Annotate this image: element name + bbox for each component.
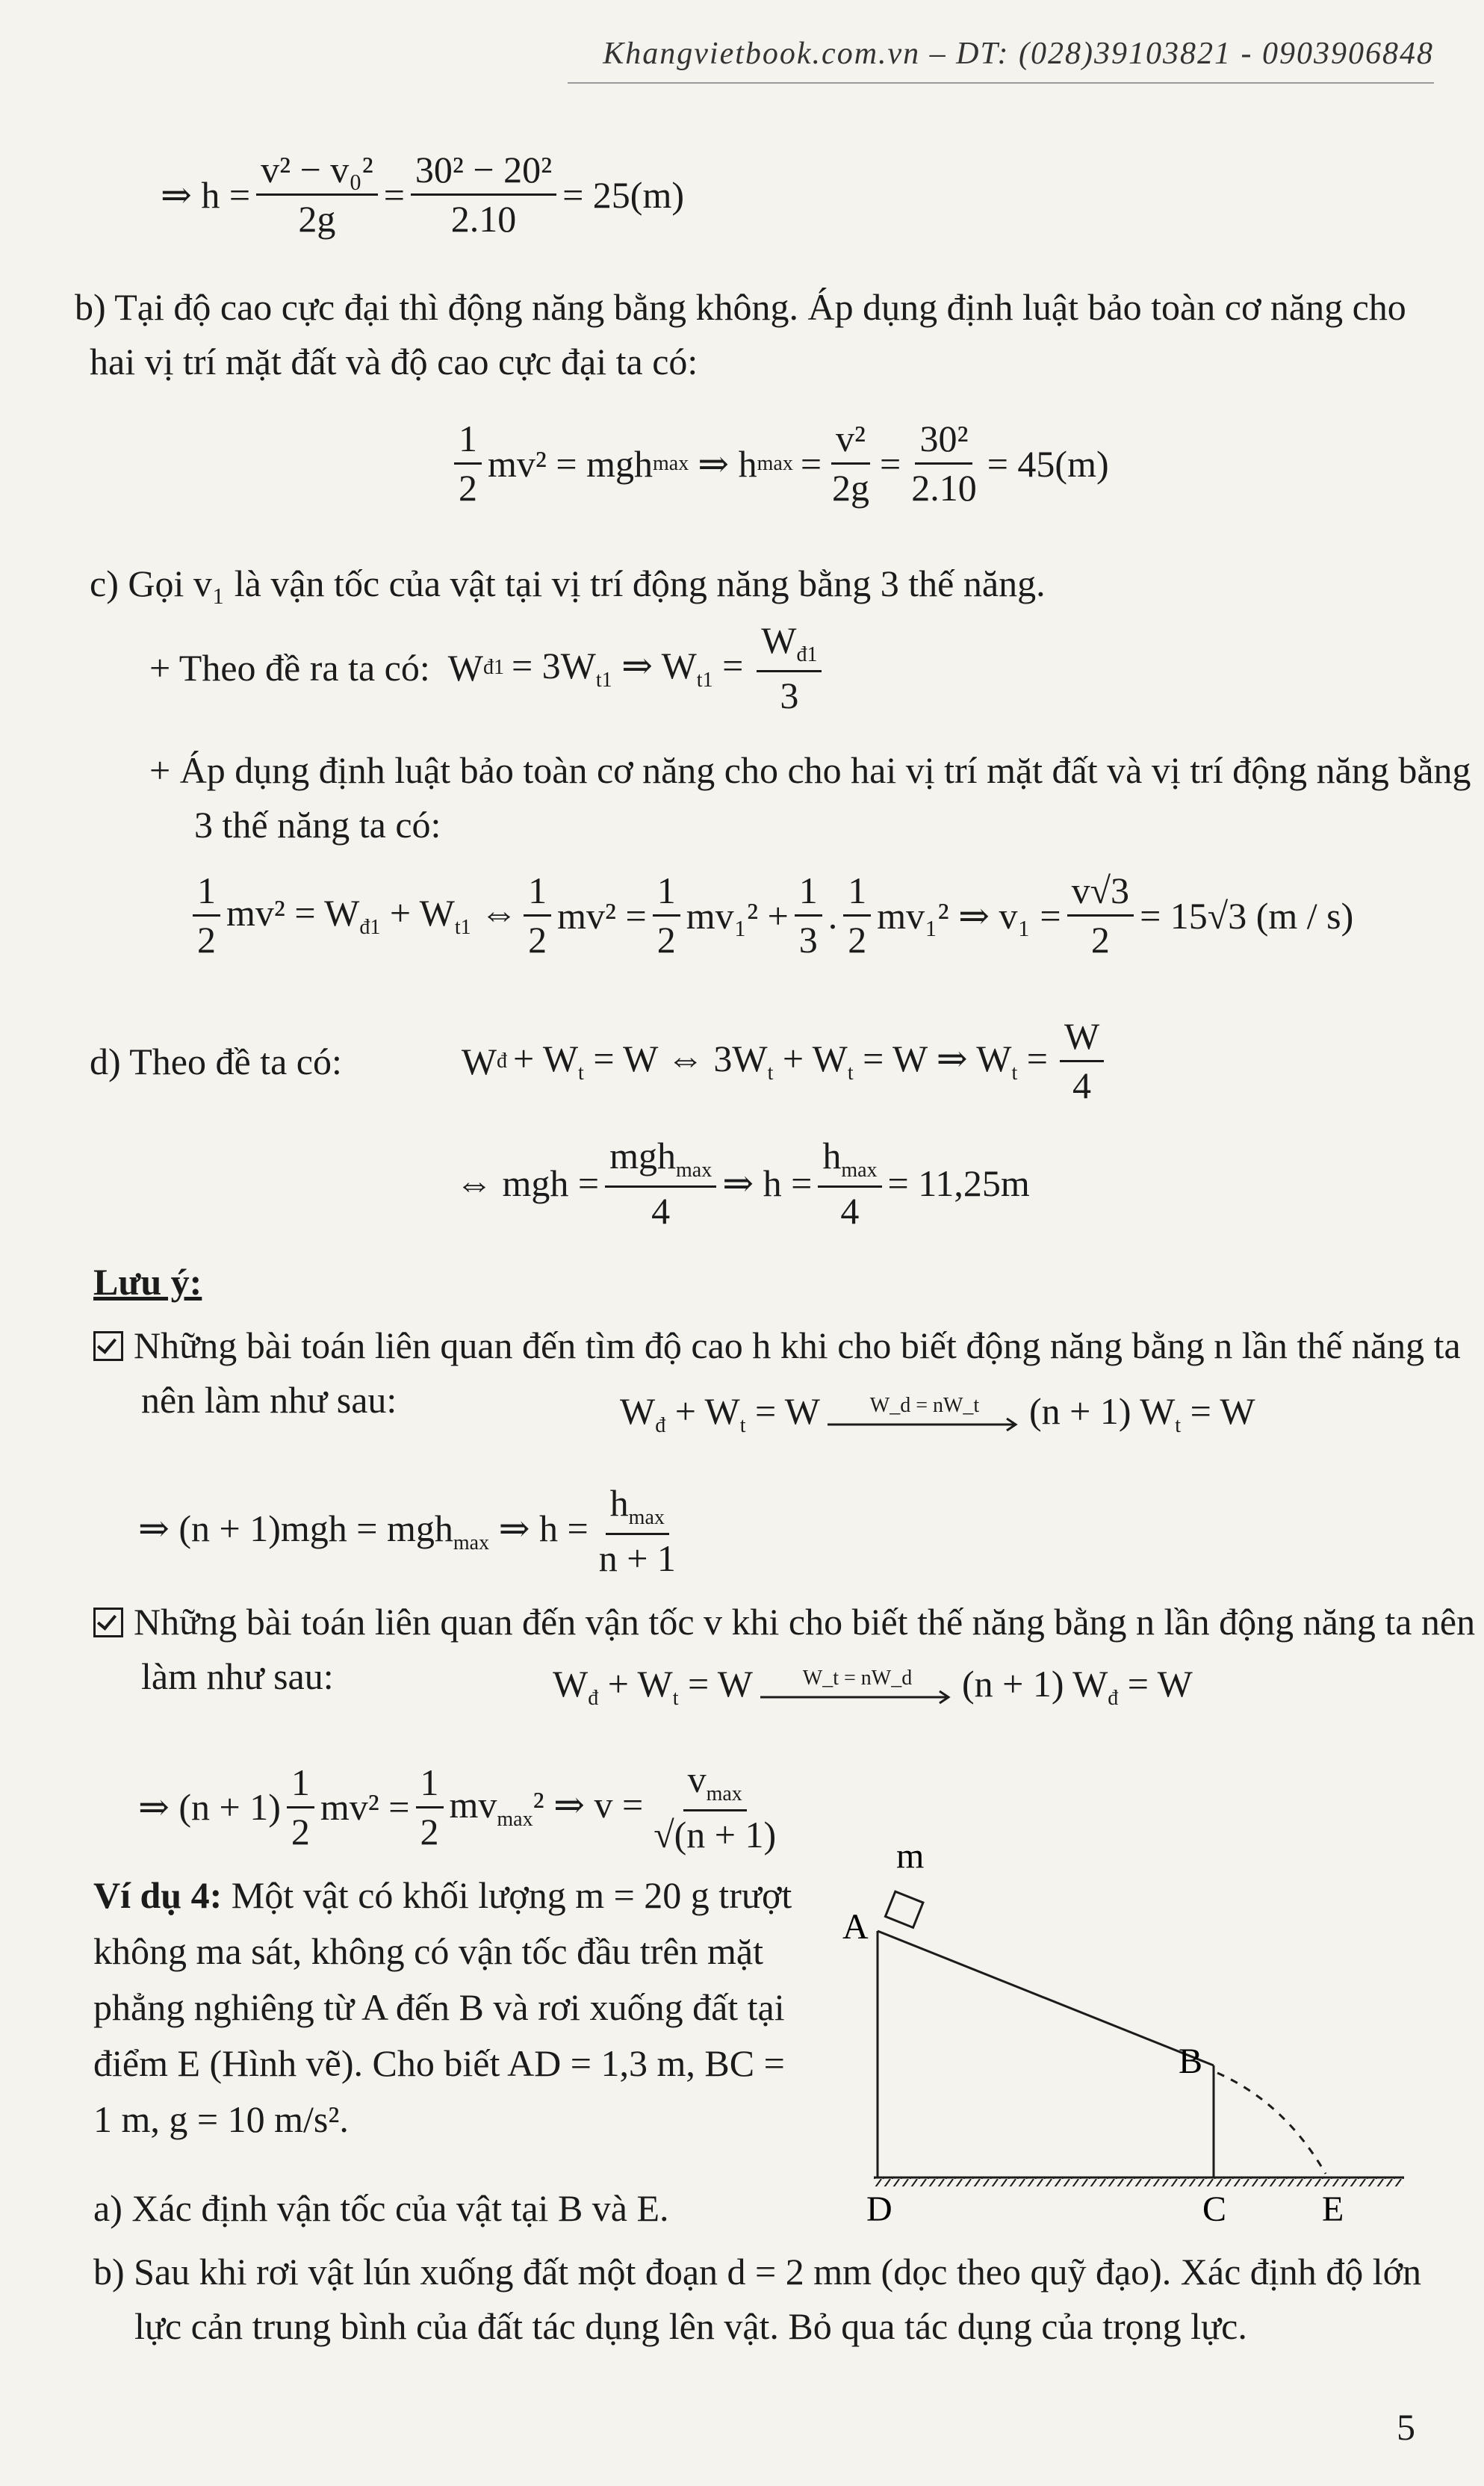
part-b-frac2 [907,418,981,509]
arrow-label-1 [828,1395,1022,1433]
part-c-text: c) Gọi v₁ là vận tốc của vật tại vị trí động năng bằng 3 thế năng. [90,562,1046,604]
example4-qa: a) Xác định vận tốc của vật tại B và E. [93,2187,669,2229]
part-b-eq-result: = 45(m) [987,442,1109,485]
part-b-eq-sub: max [652,451,689,475]
page-number: 5 [1397,2406,1415,2448]
note-item2-result: ⇒ (n + 1) $\frac{1}{2}$ mv² = $\frac{1}{2}$ $mv_{max}^2$ ⇒ v = $\frac{v_{max}}{√(n + 1)}$ [138,1758,777,1856]
part-d-eq2-result: = 11,25m [887,1162,1030,1205]
part-b-frac2-num: 30² [915,418,972,465]
label-a: A [842,1907,869,1947]
part-b-frac2-den: 2.10 [911,467,977,509]
part-c-bullet1: + Theo đề ra ta có: W đ1 = $3W_{t1}$ ⇒ $W_{t1}$ = $\frac{W_{đ1}}{3}$ [149,620,828,716]
note-item1-text: Những bài toán liên quan đến tìm độ cao h khi cho biết động năng bằng n lần thế năng ta nên làm như sau: [134,1324,1461,1421]
part-b-eq-mid: ⇒ h [698,442,757,485]
arrow-icon [828,1416,1022,1433]
eq-h-frac2-num: 30² − 20² [411,149,556,196]
part-c-eq-result: = 15√3 (m / s) [1140,894,1354,937]
label-d: D [866,2189,892,2222]
part-c-bullet2: + Áp dụng định luật bảo toàn cơ năng cho cho hai vị trí mặt đất và vị trí động năng bằng 3 thế năng ta có: [149,749,1471,846]
part-b-eq-left: mv² = mgh [488,442,653,485]
incline-ab [878,1931,1214,2065]
arrow-icon [760,1689,954,1705]
example4-text: Một vật có khối lượng m = 20 g trượt không ma sát, không có vận tốc đầu trên mặt phẳng nghiêng từ A đến B và rơi xuống đất tại điểm E (Hình vẽ). Cho biết AD = 1,3 m, BC = 1 m, g = 10 m/s². [93,1874,792,2140]
eq-h-frac2 [411,149,556,240]
label-b: B [1179,2042,1203,2081]
label-c: C [1202,2189,1227,2222]
part-b-text: b) Tại độ cao cực đại thì động năng bằng không. Áp dụng định luật bảo toàn cơ năng cho hai vị trí mặt đất và độ cao cực đại ta có: [75,286,1406,382]
ground-hatch [874,2177,1404,2186]
eq-h-frac1 [256,149,378,240]
note-title: Lưu ý: [93,1261,202,1303]
part-c-equation: $\frac{1}{2}$ $mv^2 = W_{đ1} + W_{t1}$ ⇔ $\frac{1}{2}$ mv² = $\frac{1}{2}$ mv₁² + $\frac{1}{3}$ . $\frac{1}{2}$ mv₁² ⇒ v₁ = $\frac{v√3}{2}$ = 15√3 (m / s) [187,870,1353,961]
note-item2-equation: $W_đ + W_t = W$ W_t = nW_d (n + 1) $W_đ = W$ [553,1663,1193,1710]
label-m: m [896,1836,925,1876]
arrow-label-2-text: W_t = nW_d [802,1666,913,1690]
part-b-frac1 [828,418,874,509]
part-b-frac1-num: v² [831,418,870,465]
part-c-bullet1-eq: W [447,647,483,689]
eq-h-result: = 25(m) [562,173,684,216]
note-item1-equation: $W_đ + W_t = W$ W_d = nW_t (n + 1) $W_t = W$ [620,1390,1255,1437]
part-c-frac-wd: $\frac{W_{đ1}}{3}$ [757,620,822,716]
eq-h-frac2-den: 2.10 [450,198,517,240]
label-e: E [1322,2189,1344,2222]
example4-qb: b) Sau khi rơi vật lún xuống đất một đoạn d = 2 mm (dọc theo quỹ đạo). Xác định độ lớn lực cản trung bình của đất tác dụng lên vật. Bỏ qua tác dụng của trọng lực. [93,2251,1422,2347]
header-divider [568,82,1434,84]
block-m [885,1891,923,1927]
arrow-label-2 [760,1668,954,1705]
part-b-equation: $\frac{1}{2}$ mv² = mgh max ⇒ h max = $\frac{\text{v²}}{2g}$ = $\frac{\text{30²}}{2.10}$ = 45(m) [448,418,1109,509]
part-c-bullet1-text: + Theo đề ra ta có: [149,647,430,689]
page-header: Khangvietbook.com.vn – DT: (028)39103821 - 0903906848 [603,37,1434,71]
checkbox-icon [93,1608,123,1637]
part-d-eq1-start: W [461,1040,497,1082]
trajectory [1217,2073,1326,2174]
part-b-eq-mid-sub: max [757,451,793,475]
part-d-line2: ⇔ mgh = $\frac{mgh_{max}}{4}$ ⇒ h = $\frac{h_{max}}{4}$ = 11,25m [456,1135,1030,1232]
example4 [93,1867,810,2148]
example4-label: Ví dụ 4: [93,1874,223,1916]
eq-h-prefix: ⇒ h = [161,173,251,216]
part-b-frac1-den: 2g [832,467,870,509]
note-item2-text: Những bài toán liên quan đến vận tốc v khi cho biết thế năng bằng n lần động năng ta nên làm như sau: [134,1601,1476,1697]
frac-half: $\frac{1}{2}$ [454,418,482,509]
eq-h-frac1-den: 2g [298,198,336,240]
equation-h [161,149,684,240]
incline-figure [829,1834,1426,2222]
part-d-label: d) Theo đề ta có: [90,1040,342,1082]
checkbox-icon [93,1331,123,1361]
note-item1-result: ⇒ (n + 1)mgh = mgh$_{max}$ ⇒ h = $\frac{h_{max}}{n + 1}$ [138,1482,676,1579]
arrow-label-1-text: W_d = nW_t [869,1393,980,1417]
eq-h-frac1-num: v² − v₀² [256,149,378,196]
eq-h-equals: = [383,173,405,216]
part-d-line1: d) Theo đề ta có: W đ + $W_t = W$ ⇔ $3W_t + W_t = W$ ⇒ $W_t$ = $\frac{W}{4}$ [90,1016,1110,1106]
